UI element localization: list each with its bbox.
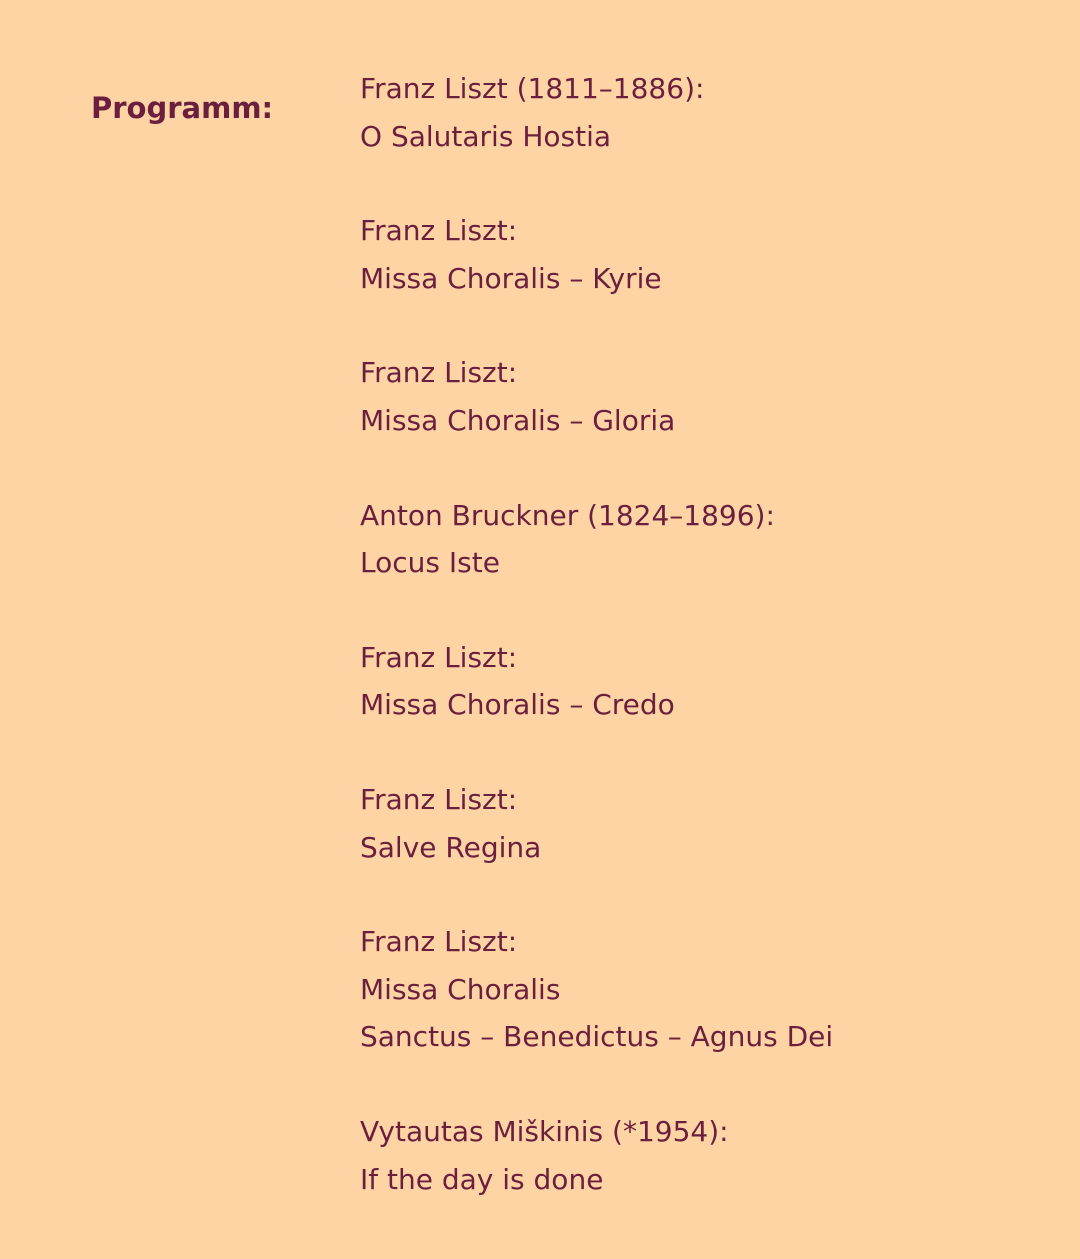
work-title-line: Missa Choralis – Kyrie (360, 261, 662, 295)
composer-line: Vytautas Miškinis (*1954): (360, 1114, 729, 1148)
work-title-line: Salve Regina (360, 830, 542, 864)
program-item (360, 1108, 1060, 1203)
work-title-line: Sanctus – Benedictus – Agnus Dei (360, 1020, 834, 1054)
program-item (360, 776, 1060, 871)
composer-line: Franz Liszt: (360, 925, 518, 959)
work-title-line: O Salutaris Hostia (360, 119, 612, 153)
composer-line: Franz Liszt: (360, 782, 518, 816)
composer-line: Franz Liszt: (360, 214, 518, 248)
program-item (360, 918, 1060, 1061)
work-title-line: Locus Iste (360, 546, 500, 580)
work-title-line: Missa Choralis (360, 972, 561, 1006)
program-item (360, 492, 1060, 587)
program-list (360, 65, 1060, 1203)
work-title-line: Missa Choralis – Credo (360, 688, 675, 722)
program-item (360, 349, 1060, 444)
work-title-line: Missa Choralis – Gloria (360, 403, 676, 437)
work-title-line: If the day is done (360, 1162, 604, 1196)
composer-line: Anton Bruckner (1824–1896): (360, 498, 775, 532)
composer-line: Franz Liszt (1811–1886): (360, 72, 705, 105)
program-item (360, 207, 1060, 302)
composer-line: Franz Liszt: (360, 640, 518, 674)
program-item (360, 65, 1060, 160)
composer-line: Franz Liszt: (360, 356, 518, 390)
program-item (360, 634, 1060, 729)
program-heading: Programm: (91, 91, 274, 125)
